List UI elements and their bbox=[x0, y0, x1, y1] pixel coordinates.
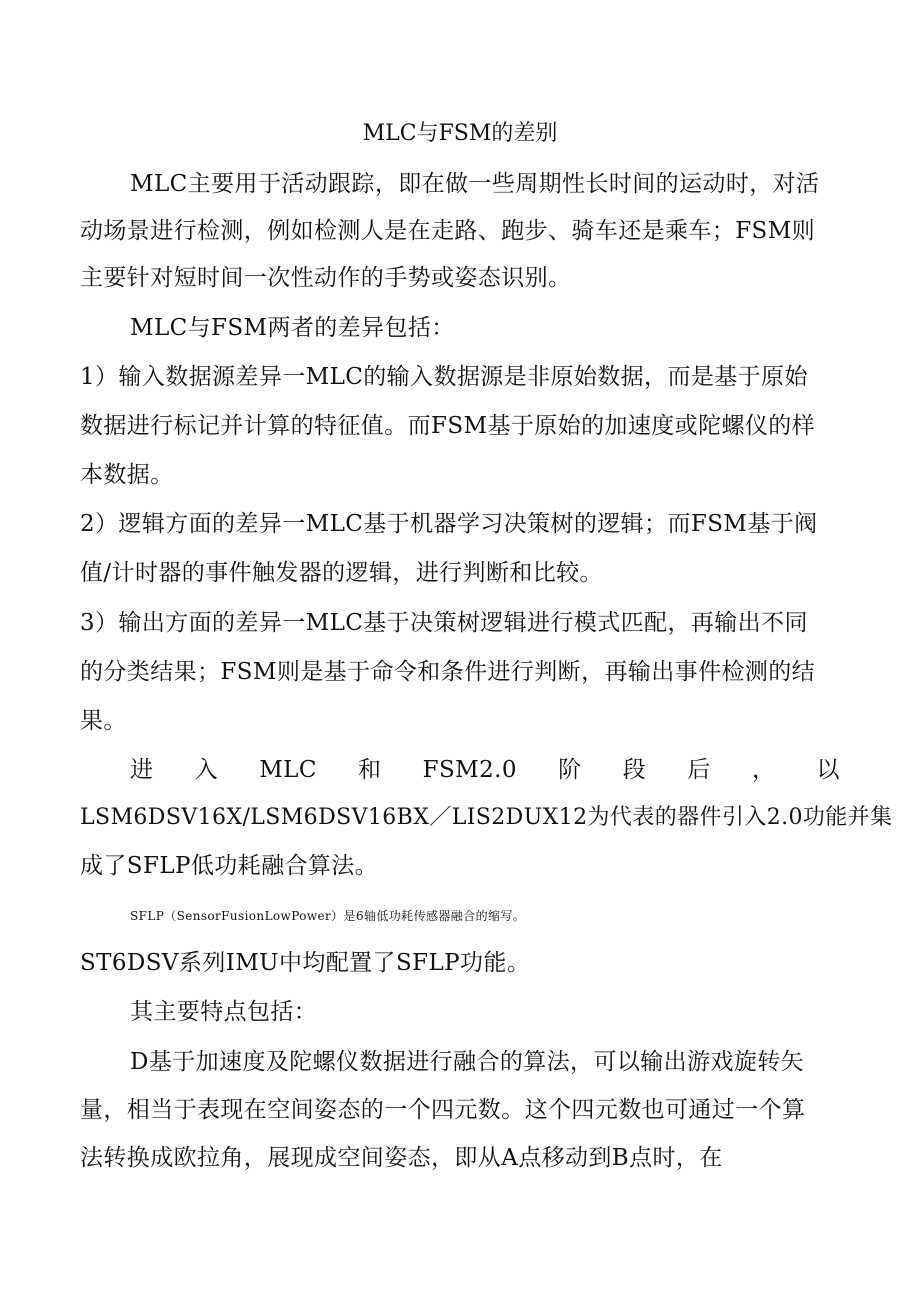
list-item-line: 本数据。 bbox=[80, 462, 174, 488]
paragraph-line: 法转换成欧拉角，展现成空间姿态，即从A点移动到B点时，在 bbox=[80, 1145, 723, 1171]
word: 段 bbox=[622, 757, 647, 783]
list-item-line: 值/计时器的事件触发器的逻辑，进行判断和比较。 bbox=[80, 560, 603, 586]
word: 和 bbox=[358, 757, 382, 783]
word: 进 bbox=[130, 757, 154, 783]
paragraph-line: ST6DSV系列IMU中均配置了SFLP功能。 bbox=[80, 950, 531, 976]
paragraph-line: 成了SFLP低功耗融合算法。 bbox=[80, 853, 379, 879]
list-item-line: 数据进行标记并计算的特征值。而FSM基于原始的加速度或陀螺仪的样 bbox=[80, 413, 816, 439]
word: ， bbox=[751, 757, 776, 783]
paragraph-line: MLC主要用于活动跟踪，即在做一些周期性长时间的运动时，对活 bbox=[130, 171, 820, 197]
paragraph-line: 动场景进行检测，例如检测人是在走路、跑步、骑车还是乘车；FSM则 bbox=[80, 218, 816, 244]
justified-line bbox=[130, 752, 840, 788]
word: 以 bbox=[816, 757, 840, 783]
list-item-line: 果。 bbox=[80, 708, 127, 734]
paragraph-line: D基于加速度及陀螺仪数据进行融合的算法，可以输出游戏旋转矢 bbox=[130, 1049, 805, 1075]
list-item-line: 3）输出方面的差异一MLC基于决策树逻辑进行模式匹配，再输出不同 bbox=[80, 610, 808, 636]
paragraph-line: LSM6DSV16X/LSM6DSV16BX／LIS2DUX12为代表的器件引入2.0功能并集 bbox=[80, 805, 893, 830]
list-item-line: 1）输入数据源差异一MLC的输入数据源是非原始数据，而是基于原始 bbox=[80, 364, 808, 390]
document-title: MLC与FSM的差别 bbox=[362, 121, 558, 146]
word: MLC bbox=[259, 757, 317, 783]
paragraph-line: 主要针对短时间一次性动作的手势或姿态识别。 bbox=[80, 265, 572, 291]
paragraph-line: 其主要特点包括： bbox=[130, 999, 318, 1025]
word: 后 bbox=[687, 757, 711, 783]
paragraph-line: SFLP（SensorFusionLowPower）是6轴低功耗传感器融合的缩写。 bbox=[130, 909, 526, 923]
paragraph-line: 量，相当于表现在空间姿态的一个四元数。这个四元数也可通过一个算 bbox=[80, 1097, 806, 1123]
word: 入 bbox=[194, 757, 219, 783]
word: 阶 bbox=[558, 757, 582, 783]
paragraph-line: MLC与FSM两者的差异包括： bbox=[130, 315, 455, 341]
list-item-line: 的分类结果；FSM则是基于命令和条件进行判断，再输出事件检测的结 bbox=[80, 659, 816, 685]
list-item-line: 2）逻辑方面的差异一MLC基于机器学习决策树的逻辑；而FSM基于阀 bbox=[80, 511, 818, 537]
word: FSM2.0 bbox=[422, 757, 517, 783]
